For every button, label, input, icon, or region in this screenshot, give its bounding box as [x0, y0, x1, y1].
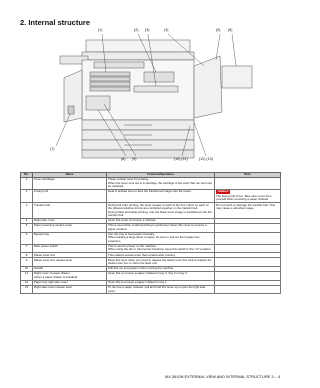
- parts-table: [20, 172, 281, 294]
- cell-function-text: Open this to remove a paper misfeed in tray 1.: [108, 279, 168, 284]
- cell-function-text: Open this to remove a paper misfeed in tray 3, tray 3 or tray 4.: [108, 271, 188, 276]
- cell-function: [107, 244, 215, 253]
- cell-name-text: Paper reversing section cover: [34, 223, 73, 228]
- cell-note: [215, 178, 281, 190]
- cell-function-text: Open this cover to remove a misfeed.: [108, 218, 157, 223]
- transfer-belt: [134, 86, 178, 92]
- cell-name: [33, 190, 107, 203]
- main-power-switch: [68, 106, 74, 114]
- cell-no-text: 1: [25, 177, 28, 182]
- table-row: [21, 190, 281, 203]
- toner-cartridges: [90, 72, 130, 76]
- table-row: [21, 223, 281, 232]
- cell-name-text: Right side cover release lever: [34, 285, 73, 290]
- cell-name: [33, 223, 107, 232]
- header-no: No.: [21, 173, 33, 178]
- table-row: [21, 178, 281, 190]
- cell-note: [215, 223, 281, 232]
- cell-note: [215, 203, 281, 219]
- cell-name: [33, 272, 107, 281]
- cell-function-text: During full color printing, the toner images of each of the four colors on each of the photoconductive drums are combined together on the transfer belt. During black and white printing, only the black toner image is transferred onto the transfer belt.: [108, 202, 212, 218]
- cell-note: [215, 244, 281, 253]
- table-row: [21, 285, 281, 294]
- cell-no-text: 2: [25, 189, 28, 194]
- cell-no-text: 5: [25, 223, 28, 228]
- document-feeder: [86, 40, 190, 52]
- cell-name: [33, 244, 107, 253]
- callout-8: (8): [121, 157, 126, 161]
- table-row: [21, 203, 281, 219]
- caution-badge: Caution: [218, 189, 229, 194]
- cell-no: [21, 258, 33, 267]
- cell-name-text: Waste toner box release lever: [34, 257, 73, 262]
- cell-no-text: 13: [24, 285, 29, 290]
- cell-no-text: 9: [25, 257, 28, 262]
- cell-name-text: Handle: [34, 266, 44, 271]
- callout-2: (2): [134, 28, 139, 32]
- cell-name: [33, 285, 107, 294]
- cell-no: [21, 232, 33, 244]
- callout-12-13: (12) (13): [199, 157, 213, 161]
- cell-function-text: Heat is applied here to fuse the transferred image onto the paper.: [108, 189, 192, 194]
- callout-3: (3): [145, 28, 150, 32]
- cell-function-text: This is used to power on the machine. When using the fax or Internet fax functions, keep this switch in the "on" position.: [108, 243, 212, 252]
- cell-function: [107, 272, 215, 281]
- header-name: Name: [33, 173, 107, 178]
- cell-note: [215, 258, 281, 267]
- callout-1: (1): [98, 28, 103, 32]
- callout-9: (9): [132, 157, 137, 161]
- right-side-cover-open: [194, 56, 222, 118]
- page-footer: MX-3610N EXTERNAL VIEW AND INTERNAL STRUCTURE 3 – 4: [164, 374, 280, 379]
- callout-10-11: (10) (11): [174, 157, 188, 161]
- header-function: Function/Operation: [107, 173, 215, 178]
- cell-no-text: 7: [25, 243, 28, 248]
- cell-name-text: Waste toner box: [34, 252, 55, 257]
- cell-name: [33, 232, 107, 244]
- cell-name: [33, 203, 107, 219]
- cell-function: [107, 285, 215, 294]
- callout-7: (7): [50, 147, 55, 151]
- header-note: Note: [215, 173, 281, 178]
- cell-name: [33, 258, 107, 267]
- cell-no: [21, 285, 33, 294]
- cell-name-text: Transfer belt: [34, 202, 51, 207]
- table-body: [21, 178, 281, 294]
- bypass-tray: [222, 66, 252, 88]
- section-heading: 2. Internal structure: [20, 18, 91, 27]
- cell-no-text: 4: [25, 218, 28, 223]
- callout-6: (6): [228, 28, 233, 32]
- cell-name-text: Fusing unit: [34, 189, 49, 194]
- cell-function: [107, 203, 215, 219]
- fusing-unit: [144, 72, 174, 82]
- cell-function-text: Use this tray to feed paper manually. When loading a large sheet of paper, be sure to pull out the bypass tray extension.: [108, 231, 200, 243]
- machine-illustration: [24, 26, 276, 166]
- cell-no-text: 8: [25, 252, 28, 257]
- cell-function: [107, 178, 215, 190]
- cell-function-text: To remove a paper misfeed, pull and hold this lever up to open the right side cover.: [108, 285, 206, 293]
- cell-function-text: This collects excess toner that remains after printing.: [108, 252, 176, 257]
- scanner-unit: [82, 52, 194, 60]
- table-row: [21, 258, 281, 267]
- table-row: [21, 232, 281, 244]
- cell-function: [107, 258, 215, 267]
- cell-no: [21, 272, 33, 281]
- cell-no-text: 6: [25, 231, 28, 236]
- copier-drawing: [24, 26, 276, 166]
- cell-function: [107, 232, 215, 244]
- callout-5: (5): [216, 28, 221, 32]
- cell-function: [107, 190, 215, 203]
- cell-note: [215, 190, 281, 203]
- cell-no: [21, 190, 33, 203]
- cell-name-text: Right cover of paper drawer (when a paper drawer is installed): [34, 271, 78, 279]
- cell-note-text: The fusing unit is hot. Take care not to burn yourself when removing a paper misfeed.: [216, 193, 272, 202]
- cell-no: [21, 203, 33, 219]
- cell-note: [215, 272, 281, 281]
- cell-name-text: Main power switch: [34, 243, 58, 248]
- table-row: [21, 272, 281, 281]
- cell-note: [215, 232, 281, 244]
- cell-note-text: Do not touch or damage the transfer belt. This may cause a defective image.: [216, 202, 275, 211]
- table-row: [21, 244, 281, 253]
- cell-function-text: This is used when 2-sided printing is performed. Open this cover to remove a paper misfeed.: [108, 223, 207, 231]
- cell-function-text: These contain toner for printing. When the toner runs out in a cartridge, the cartridge of the color that ran out must be replaced.: [108, 177, 212, 189]
- cell-function-text: Move this lever when you need to release the waste toner box lock to replace the waste toner box or clean the laser unit.: [108, 257, 212, 266]
- cell-function-text: Pull this out and grasp it when moving the machine.: [108, 266, 175, 271]
- cell-name-text: Toner cartridges: [34, 177, 55, 182]
- cell-name-text: Right side cover: [34, 218, 55, 223]
- cell-no-text: 3: [25, 202, 28, 207]
- cell-name-text: Paper tray right side cover: [34, 279, 68, 284]
- cell-name-text: Bypass tray: [34, 231, 50, 236]
- cell-no: [21, 244, 33, 253]
- cell-function: [107, 223, 215, 232]
- callout-4: (4): [164, 28, 169, 32]
- cell-no-text: 11: [24, 271, 28, 276]
- cell-name: [33, 178, 107, 190]
- cell-note: [215, 285, 281, 294]
- cell-no-text: 12: [24, 279, 29, 284]
- cell-no-text: 10: [24, 266, 29, 271]
- cell-no: [21, 223, 33, 232]
- cell-no: [21, 178, 33, 190]
